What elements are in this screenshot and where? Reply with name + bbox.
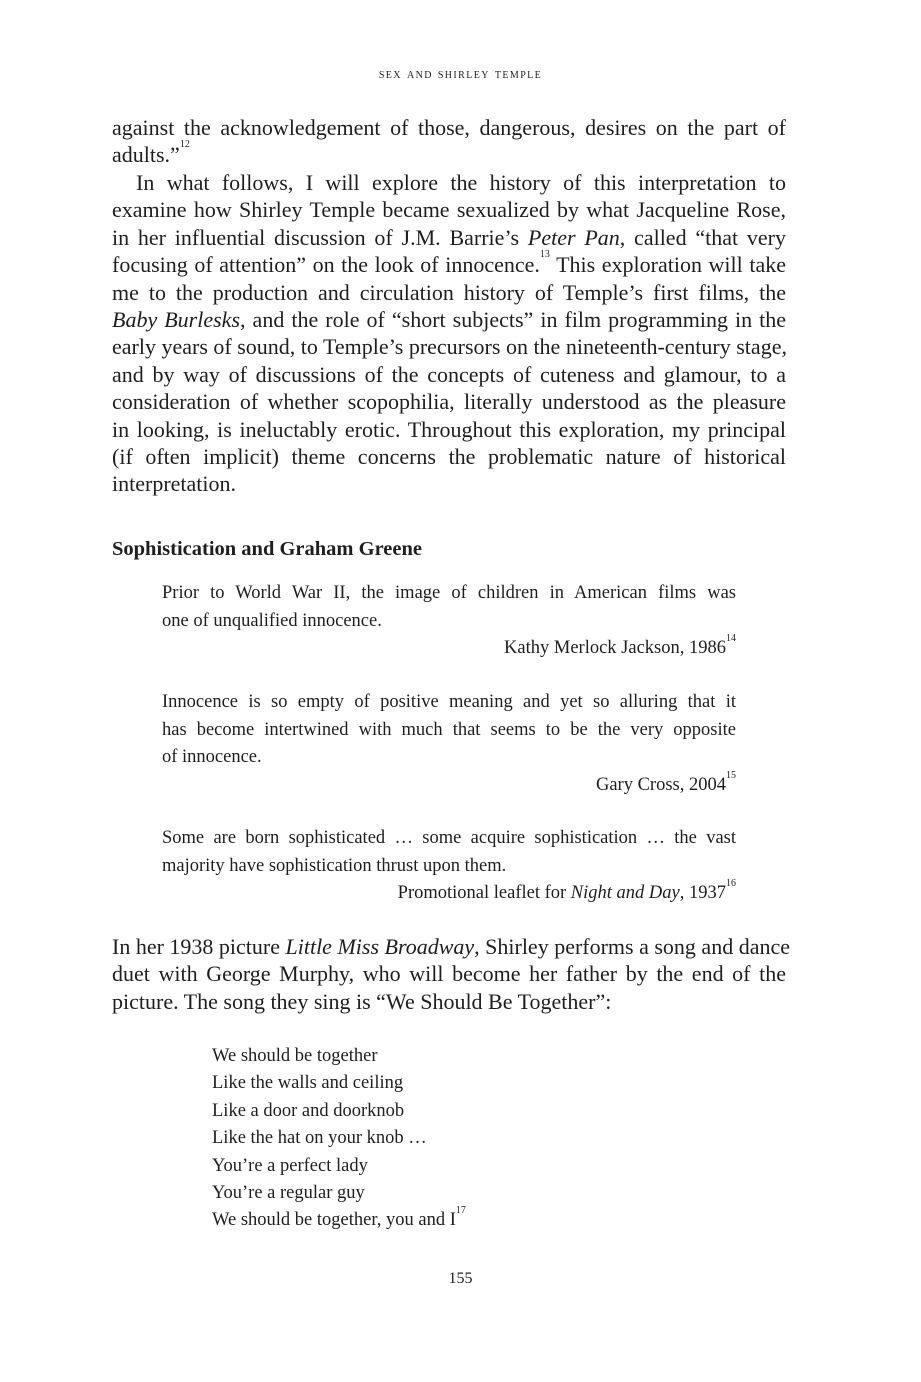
text-line: examine how Shirley Temple became sexualized by what Jacqueline Rose, (112, 197, 786, 223)
footnote-ref[interactable]: 14 (726, 633, 736, 644)
epigraph-line: majority have sophistication thrust upon them. (162, 855, 507, 876)
epigraph-attribution (162, 635, 736, 663)
lyric-line: Like the walls and ceiling (212, 1073, 404, 1094)
footnote-ref[interactable]: 15 (726, 769, 736, 781)
epigraph-2 (162, 689, 736, 799)
text-line (112, 251, 786, 278)
text-span: We should be together, you and I (212, 1210, 456, 1231)
text-line (112, 306, 786, 333)
epigraph-1 (162, 580, 736, 663)
epigraph-line: has become intertwined with much that seems to be the very opposite (162, 719, 736, 740)
text-line: in looking, is ineluctably erotic. Throughout this exploration, my principal (112, 416, 786, 442)
footnote-ref[interactable]: 16 (726, 878, 736, 889)
text-line: interpretation. (112, 471, 237, 497)
paragraph-song-intro (112, 933, 790, 1015)
lyric-line: We should be together (212, 1046, 378, 1066)
title-italic: Night and Day (570, 883, 680, 903)
paragraph-main (112, 169, 786, 498)
attribution-text: Kathy Merlock Jackson, 1986 (504, 638, 726, 658)
epigraph-line: Innocence is so empty of positive meaning and yet so alluring that it (162, 692, 736, 712)
footnote-ref[interactable]: 17 (455, 1205, 466, 1217)
lyric-line: You’re a perfect lady (212, 1155, 368, 1176)
epigraph-line: Prior to World War II, the image of children in American films was (162, 583, 736, 603)
section-heading: Sophistication and Graham Greene (112, 538, 422, 560)
attribution-text: Promotional leaflet for (397, 883, 571, 903)
text-span: , Shirley performs a song and dance (474, 934, 790, 959)
lyric-line: Like the hat on your knob … (212, 1128, 427, 1149)
text-line (112, 933, 790, 960)
footnote-ref[interactable]: 13 (539, 249, 550, 261)
text-span: in her influential discussion of J.M. Barrie’s (112, 224, 528, 250)
paragraph-continuation (112, 114, 786, 169)
text-span: This exploration will take (549, 252, 786, 278)
text-line: and by way of discussions of the concepts of cuteness and glamour, to a (112, 361, 786, 387)
epigraph-attribution (162, 880, 736, 908)
footnote-ref[interactable]: 12 (179, 139, 190, 151)
epigraph-3 (162, 825, 736, 908)
text-line: early years of sound, to Temple’s precursors on the nineteenth-century stage, (112, 334, 787, 360)
title-italic: Little Miss Broadway (285, 934, 475, 959)
song-lyrics (212, 1043, 466, 1235)
text-line (112, 141, 786, 168)
running-head: sex and shirley temple (378, 66, 543, 82)
text-span: , and the role of “short subjects” in film programming in the (240, 306, 786, 332)
text-line: against the acknowledgement of those, dangerous, desires on the part of (112, 115, 786, 140)
epigraph-line: of innocence. (162, 747, 262, 767)
text-line: (if often implicit) theme concerns the problematic nature of historical (112, 443, 786, 469)
text-span: , called “that very (619, 224, 786, 250)
attribution-text: Gary Cross, 2004 (595, 774, 726, 795)
epigraph-line: Some are born sophisticated … some acquire sophistication … the vast (162, 828, 736, 848)
text-span: In her 1938 picture (112, 934, 286, 959)
lyric-line: You’re a regular guy (212, 1182, 365, 1203)
text-line (112, 224, 786, 251)
text-line: me to the production and circulation history of Temple’s first films, the (112, 279, 786, 305)
epigraph-attribution (162, 769, 736, 800)
text-line: In what follows, I will explore the history of this interpretation to (136, 170, 786, 195)
lyric-line: Like a door and doorknob (212, 1100, 405, 1121)
title-italic: Baby Burlesks (112, 306, 241, 332)
attribution-text: , 1937 (679, 883, 726, 903)
lyric-line (212, 1207, 466, 1234)
title-italic: Peter Pan (527, 224, 620, 250)
text-span: adults.” (112, 142, 180, 168)
text-line: consideration of whether scopophilia, literally understood as the pleasure (112, 389, 786, 415)
text-line: picture. The song they sing is “We Should Be Together”: (112, 988, 612, 1014)
text-span: focusing of attention” on the look of innocence. (112, 252, 540, 278)
text-line: duet with George Murphy, who will become her father by the end of the (112, 961, 786, 987)
page-number: 155 (448, 1270, 473, 1287)
epigraph-line: one of unqualified innocence. (162, 610, 382, 631)
